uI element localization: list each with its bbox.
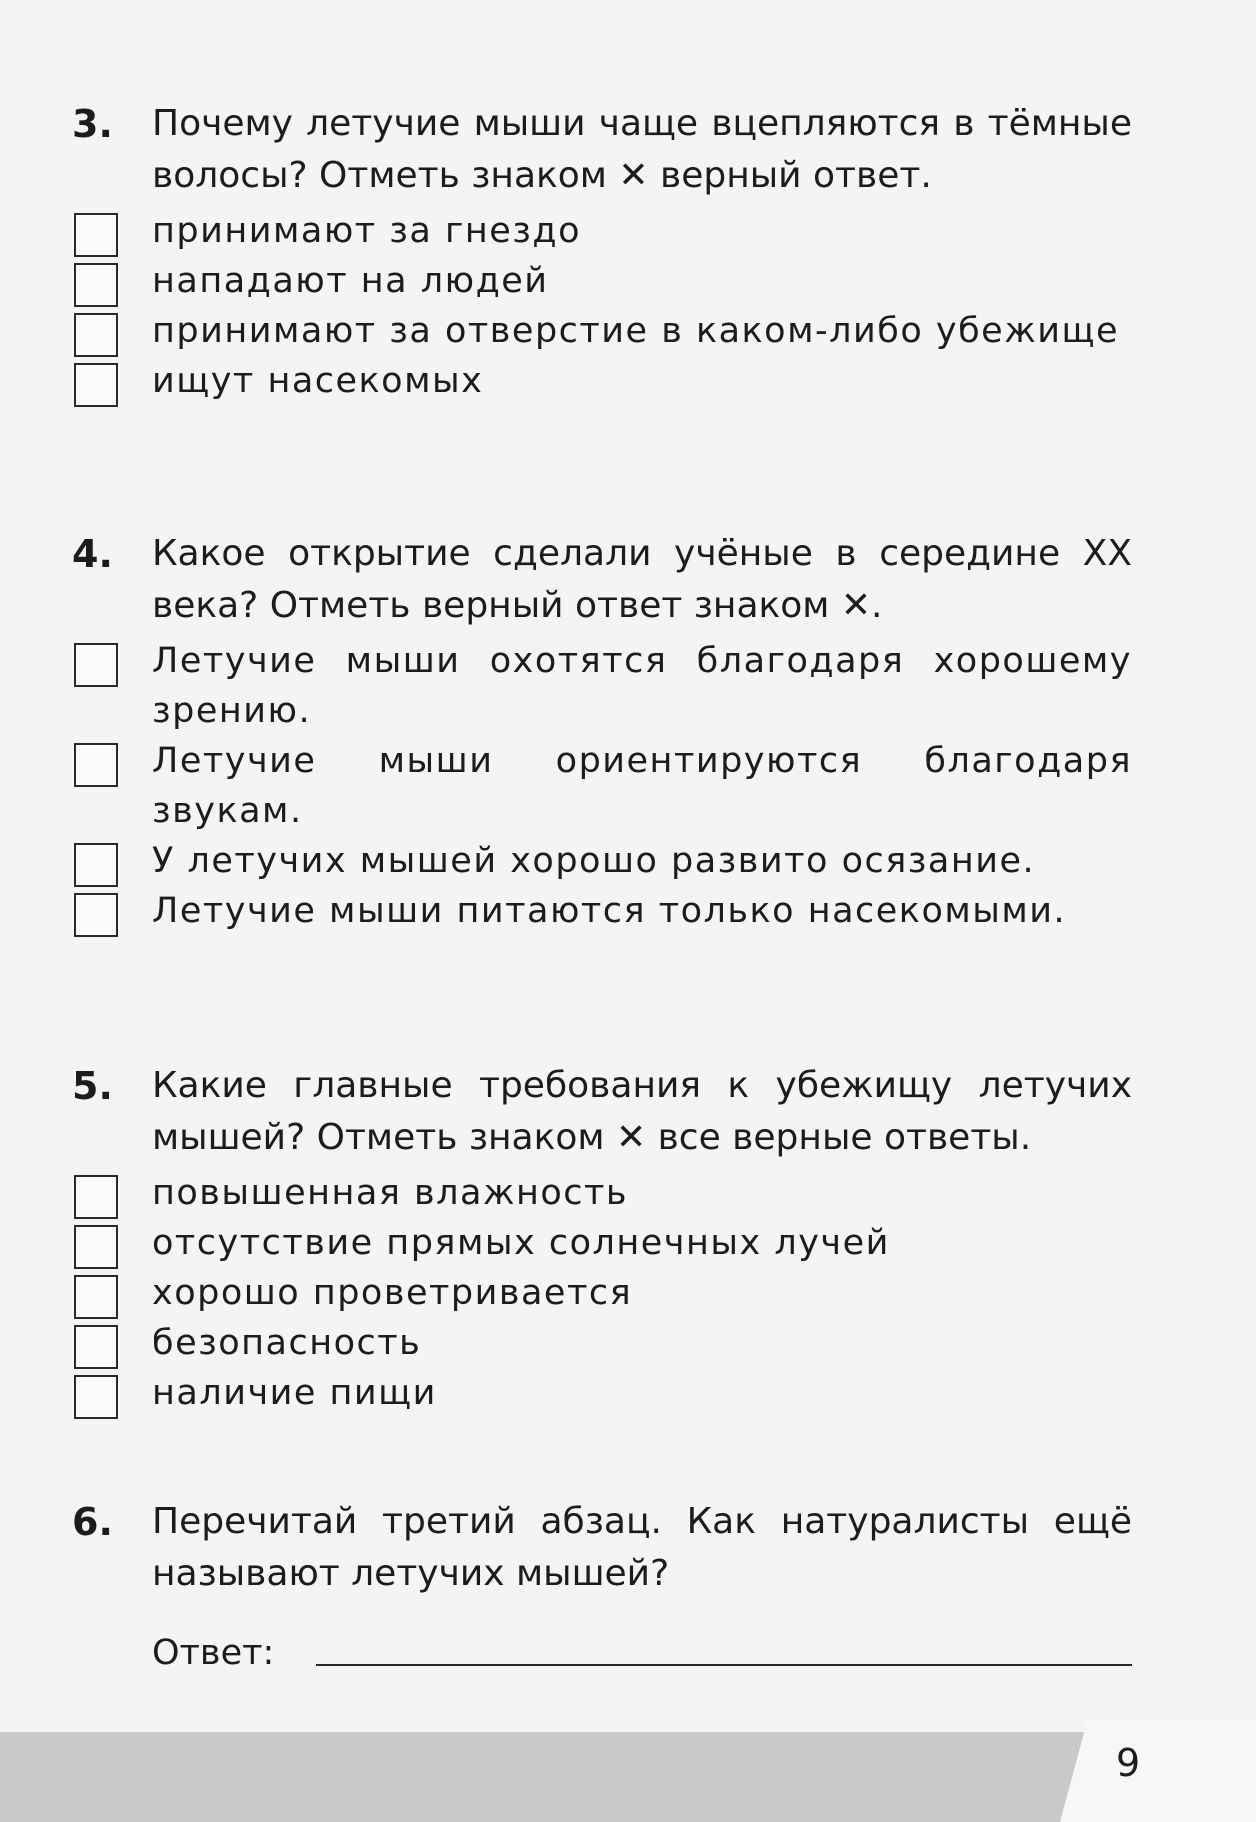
answer-checkbox[interactable] [74,1225,118,1269]
answer-line[interactable] [316,1664,1132,1666]
option-item [72,356,1132,406]
answer-checkbox[interactable] [74,843,118,887]
option-item [72,1318,1132,1368]
question-number: 3. [72,102,113,146]
option-text: отсутствие прямых солнечных лучей [152,1223,890,1263]
option-text: ищут насекомых [152,361,484,401]
option-item [72,1268,1132,1318]
answer-checkbox[interactable] [74,1175,118,1219]
question-text: Перечитай третий абзац. Как натуралисты ещё называют летучих мышей? [152,1501,1132,1594]
option-text: хорошо проветривается [152,1273,633,1313]
option-item [72,256,1132,306]
answer-checkbox[interactable] [74,313,118,357]
page-number: 9 [1116,1741,1141,1785]
option-text: нападают на людей [152,261,549,301]
option-text: повышенная влажность [152,1173,629,1213]
option-list [72,636,1132,936]
option-text: принимают за гнездо [152,211,582,251]
option-text: принимают за отверстие в каком-либо убежище [152,311,1119,351]
answer-checkbox[interactable] [74,893,118,937]
option-list [72,206,1132,406]
answer-checkbox[interactable] [74,1375,118,1419]
option-item [72,836,1132,886]
option-text: Летучие мыши ориентируются благодаря звукам. [152,741,1132,831]
option-item [72,1168,1132,1218]
option-text: безопасность [152,1323,422,1363]
question-3 [72,98,1132,406]
question-4 [72,528,1132,936]
question-number: 5. [72,1064,113,1108]
option-text: Летучие мыши охотятся благодаря хорошему зрению. [152,641,1132,731]
answer-checkbox[interactable] [74,1325,118,1369]
answer-checkbox[interactable] [74,643,118,687]
option-item [72,1368,1132,1418]
question-number: 4. [72,532,113,576]
option-item [72,636,1132,736]
question-5-header [72,1060,1132,1164]
answer-checkbox[interactable] [74,213,118,257]
option-item [72,1218,1132,1268]
question-5 [72,1060,1132,1418]
option-list [72,1168,1132,1418]
option-text: У летучих мышей хорошо развито осязание. [152,841,1036,881]
question-text: Какие главные требования к убежищу летучих мышей? Отметь знаком ✕ все верные ответы. [152,1065,1132,1158]
page-number-tab [1060,1720,1256,1822]
option-text: Летучие мыши питаются только насекомыми. [152,891,1067,931]
option-text: наличие пищи [152,1373,437,1413]
question-number: 6. [72,1500,113,1544]
question-6 [72,1496,1132,1678]
question-4-header [72,528,1132,632]
question-3-header [72,98,1132,202]
question-6-header [72,1496,1132,1600]
answer-checkbox[interactable] [74,1275,118,1319]
answer-checkbox[interactable] [74,263,118,307]
answer-row [72,1628,1132,1678]
answer-checkbox[interactable] [74,743,118,787]
option-item [72,306,1132,356]
question-text: Какое открытие сделали учёные в середине XX века? Отметь верный ответ знаком ✕. [152,533,1132,626]
option-item [72,206,1132,256]
question-text: Почему летучие мыши чаще вцепляются в тёмные волосы? Отметь знаком ✕ верный ответ. [152,103,1132,196]
option-item [72,886,1132,936]
answer-label: Ответ: [152,1633,275,1673]
answer-checkbox[interactable] [74,363,118,407]
option-item [72,736,1132,836]
